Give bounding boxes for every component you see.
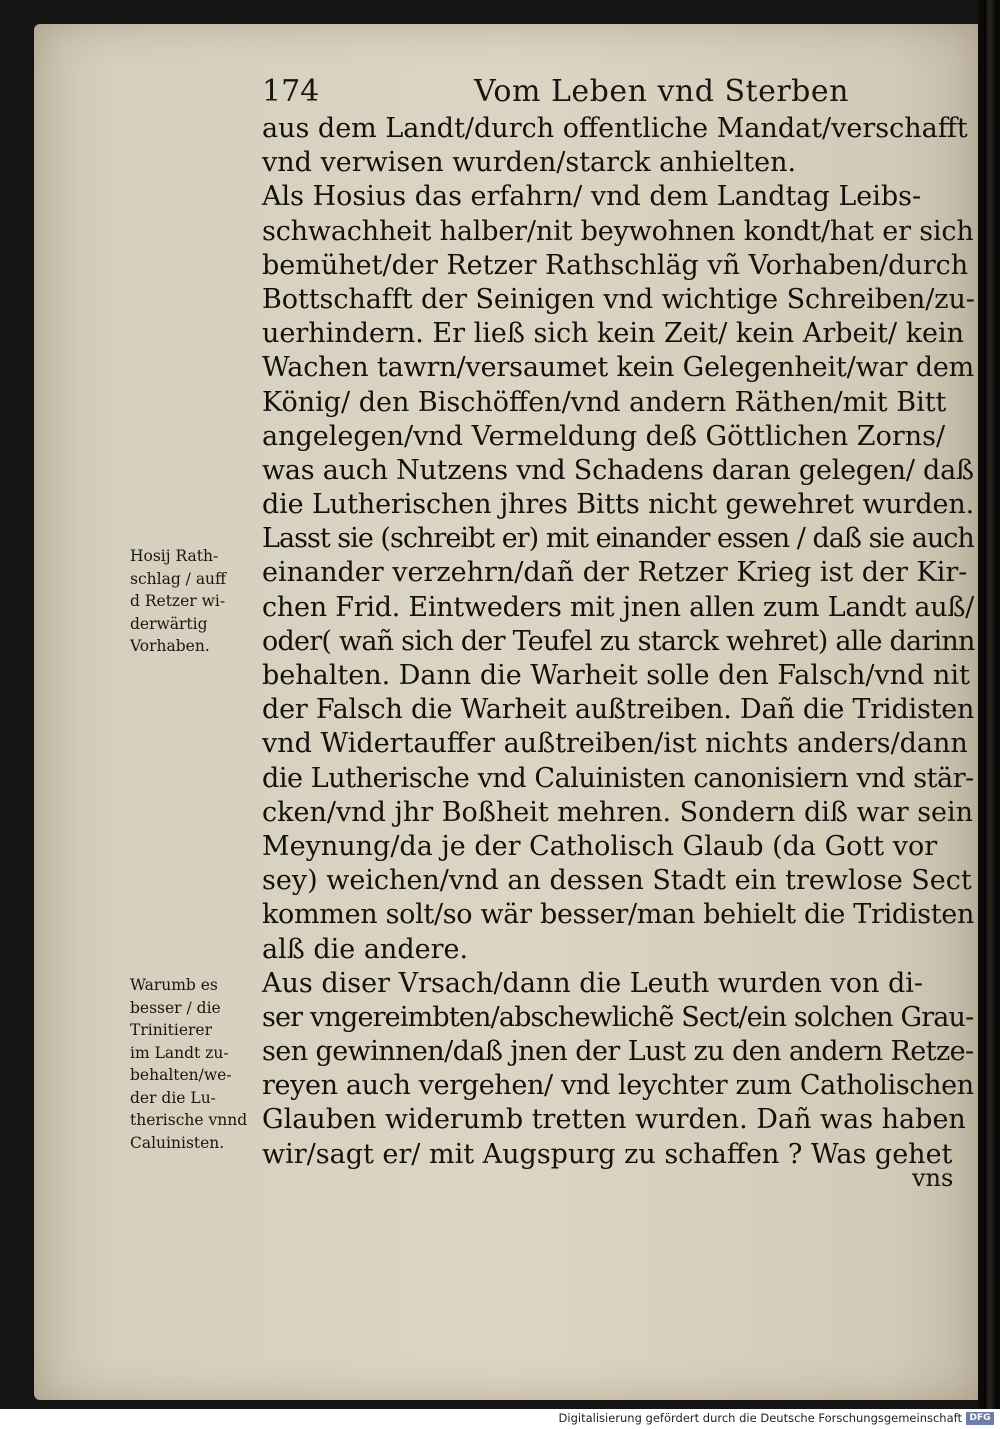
binding-edge — [978, 0, 1000, 1409]
marginal-note-line: der die Lu- — [130, 1088, 216, 1107]
marginal-note-line: Trinitierer — [130, 1021, 212, 1039]
text-line: angelegen/vnd Vermeldung deß Göttlichen Zorns/ — [262, 420, 946, 452]
text-line: alß die andere. — [262, 933, 469, 965]
text-line: reyen auch vergehen/ vnd leychter zum Catholischen — [262, 1070, 974, 1102]
marginal-note-trinitarians — [130, 974, 260, 1154]
text-line: Wachen tawrn/versaumet kein Gelegenheit/war dem — [262, 352, 975, 384]
marginal-note-line: besser / die — [130, 998, 221, 1017]
marginal-note-line: behalten/we- — [130, 1066, 232, 1084]
text-line: Bottschafft der Seinigen vnd wichtige Schreiben/zu- — [262, 283, 975, 315]
marginal-note-line: schlag / auff — [130, 569, 227, 588]
main-text-block — [262, 112, 974, 1172]
text-line: Lasst sie (schreibt er) mit einander essen / daß sie auch — [262, 523, 974, 555]
text-line: vnd verwisen wurden/starck anhielten. — [262, 147, 797, 179]
text-line: was auch Nutzens vnd Schadens daran gelegen/ daß — [262, 454, 974, 486]
text-line: die Lutherischen jhres Bitts nicht gewehret wurden. — [262, 489, 975, 521]
text-line: bemühet/der Retzer Rathschläg vñ Vorhaben/durch — [262, 249, 969, 281]
running-title: Vom Leben vnd Sterben — [474, 74, 849, 109]
dfg-logo: DFG — [966, 1412, 994, 1425]
text-line: Als Hosius das erfahrn/ vnd dem Landtag Leibs- — [262, 181, 922, 213]
text-line: aus dem Landt/durch offentliche Mandat/verschafft — [262, 113, 968, 144]
marginal-note-line: Caluinisten. — [130, 1133, 225, 1152]
text-line: sey) weichen/vnd an dessen Stadt ein trewlose Sect — [262, 865, 972, 897]
page-number: 174 — [262, 74, 320, 109]
text-line: chen Frid. Eintweders mit jnen allen zum Landt auß/ — [262, 591, 974, 623]
text-line: Meynung/da je der Catholisch Glaub (da Gott vor — [262, 830, 938, 862]
marginal-note-line: Vorhaben. — [130, 637, 210, 655]
text-line: cken/vnd jhr Boßheit mehren. Sondern diß war sein — [262, 796, 974, 828]
marginal-note-line: d Retzer wi- — [130, 592, 226, 610]
marginal-note-line: Hosij Rath- — [130, 547, 219, 565]
dfg-credit: Digitalisierung gefördert durch die Deutsche Forschungsgemeinschaft — [558, 1411, 962, 1425]
digitization-footer — [0, 1409, 1000, 1429]
page-clip — [984, 0, 998, 1409]
marginal-note-line: Warumb es — [130, 976, 218, 994]
text-line: König/ den Bischöffen/vnd andern Räthen/mit Bitt — [262, 386, 947, 418]
text-line: einander verzehrn/dañ der Retzer Krieg ist der Kir- — [262, 557, 968, 589]
text-line: die Lutherische vnd Caluinisten canonisiern vnd stär- — [262, 762, 974, 794]
text-line: Aus diser Vrsach/dann die Leuth wurden von di- — [262, 967, 924, 999]
text-line: Glauben widerumb tretten wurden. Dañ was haben — [262, 1104, 966, 1136]
text-line: behalten. Dann die Warheit solle den Falsch/vnd nit — [262, 660, 970, 691]
text-line: vnd Widertauffer außtreiben/ist nichts anders/dann — [262, 728, 968, 760]
marginal-note-line: therische vnnd — [130, 1111, 248, 1129]
catchword: vns — [912, 1164, 954, 1192]
text-line: der Falsch die Warheit außtreiben. Dañ die Tridisten — [262, 694, 975, 726]
text-line: uerhindern. Er ließ sich kein Zeit/ kein Arbeit/ kein — [262, 318, 965, 350]
text-line: schwachheit halber/nit beywohnen kondt/hat er sich — [262, 215, 974, 247]
text-line: oder( wañ sich der Teufel zu starck wehret) alle darinn — [262, 625, 975, 657]
marginal-note-line: im Landt zu- — [130, 1043, 229, 1062]
text-line: sen gewinnen/daß jnen der Lust zu den andern Retze- — [262, 1036, 974, 1068]
text-line: kommen solt/so wär besser/man behielt die Tridisten — [262, 899, 975, 931]
text-line: ser vngereimbten/abschewlichẽ Sect/ein solchen Grau- — [262, 1001, 974, 1033]
marginal-note-line: derwärtig — [130, 614, 208, 633]
page-header — [262, 74, 982, 114]
marginal-note-hosius — [130, 545, 260, 658]
text-line: wir/sagt er/ mit Augspurg zu schaffen ? Was gehet — [262, 1138, 953, 1170]
